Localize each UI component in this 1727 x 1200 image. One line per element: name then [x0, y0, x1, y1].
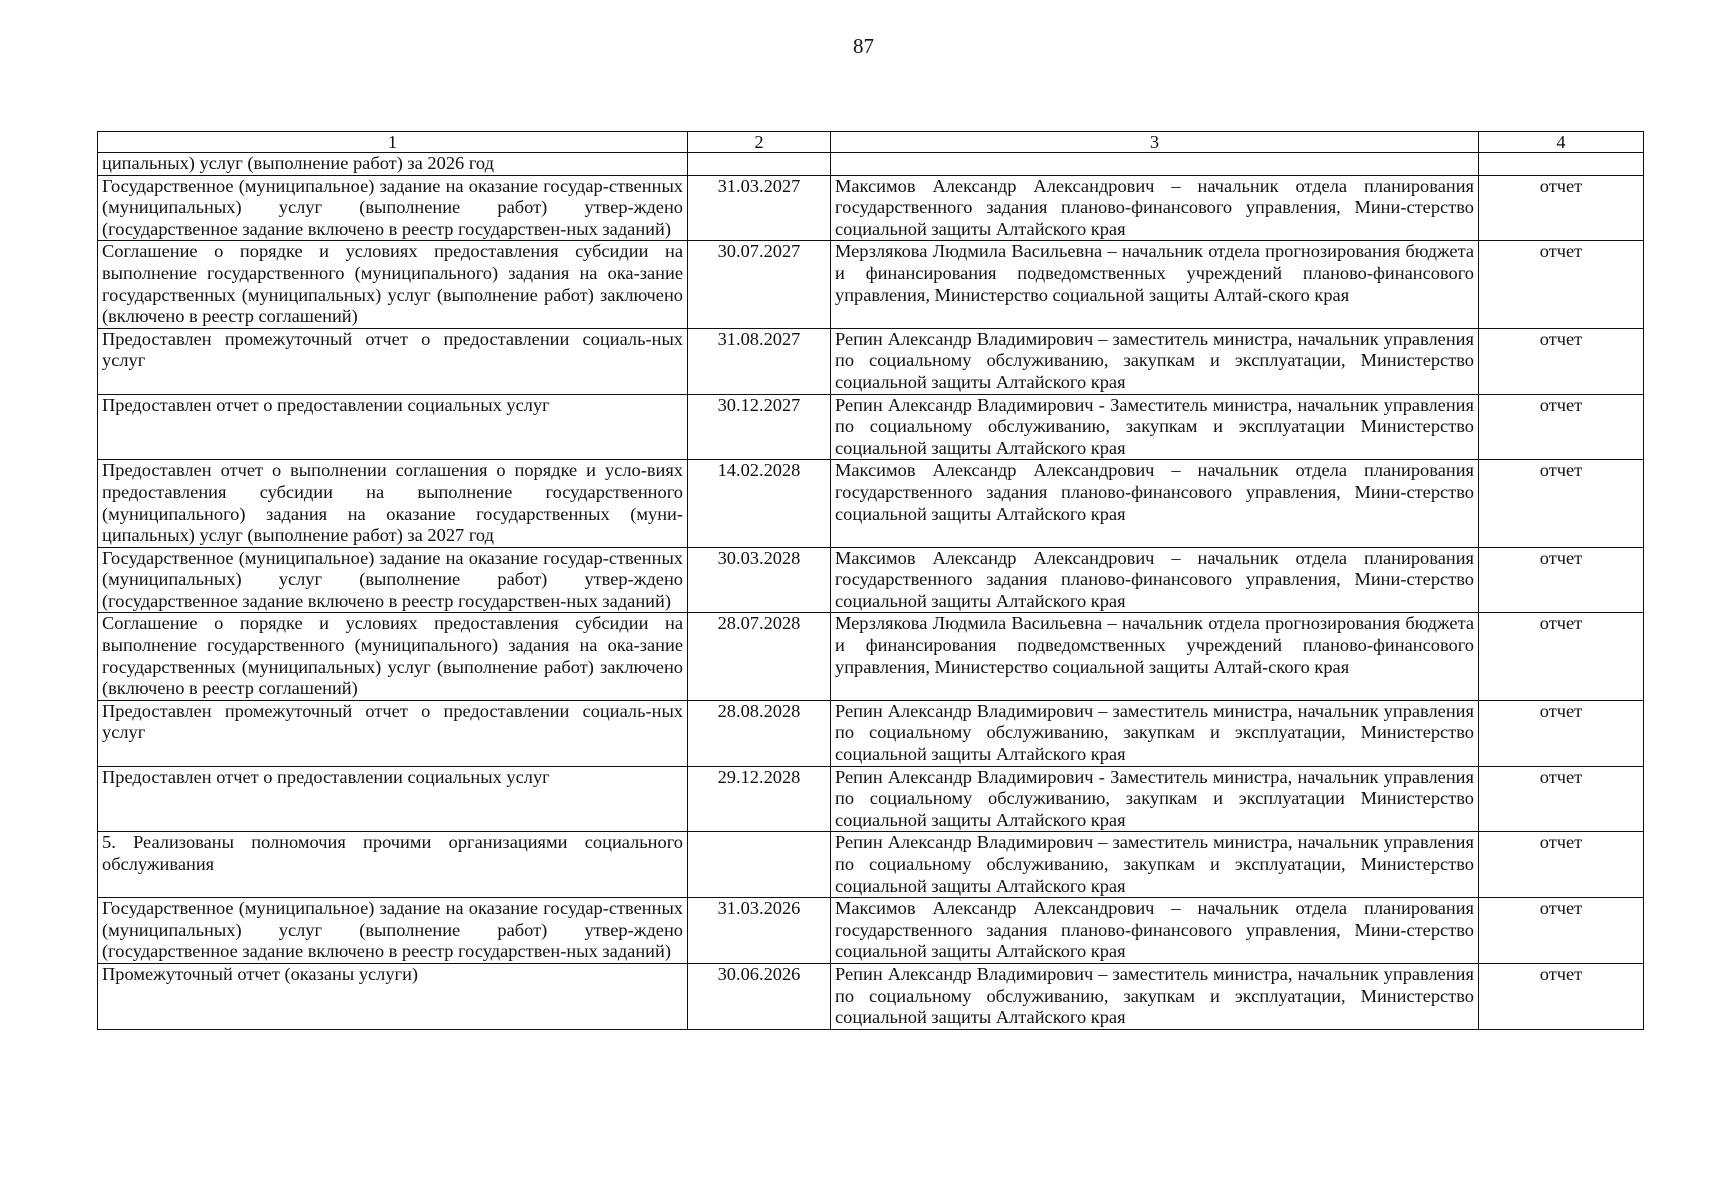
table-row: [98, 613, 1644, 700]
responsible-cell: Максимов Александр Александрович – начальник отдела планирования государственного задания планово-финансового управления, Мини-стерство социальной защиты Алтайского края: [831, 460, 1479, 547]
responsible-cell: Мерзлякова Людмила Васильевна – начальник отдела прогнозирования бюджета и финансирования подведомственных учреждений планово-финансового управления, Министерство социальной защиты Алтай-ского края: [831, 241, 1479, 328]
event-cell: 5. Реализованы полномочия прочими организациями социального обслуживания: [98, 832, 688, 898]
document-cell: отчет: [1479, 832, 1644, 898]
responsible-cell: Репин Александр Владимирович - Заместитель министра, начальник управления по социальному обслуживанию, закупкам и эксплуатации Министерство социальной защиты Алтайского края: [831, 394, 1479, 460]
responsible-cell: Репин Александр Владимирович – заместитель министра, начальник управления по социальному обслуживанию, закупкам и эксплуатации, Министерство социальной защиты Алтайского края: [831, 328, 1479, 394]
event-cell: Предоставлен промежуточный отчет о предоставлении социаль-ных услуг: [98, 700, 688, 766]
event-cell: ципальных) услуг (выполнение работ) за 2026 год: [98, 153, 688, 176]
table-row: [98, 394, 1644, 460]
responsible-cell: Мерзлякова Людмила Васильевна – начальник отдела прогнозирования бюджета и финансирования подведомственных учреждений планово-финансового управления, Министерство социальной защиты Алтай-ского края: [831, 613, 1479, 700]
date-cell: 30.06.2026: [688, 963, 831, 1029]
date-cell: 28.08.2028: [688, 700, 831, 766]
table-body: [98, 153, 1644, 1030]
event-cell: Предоставлен отчет о выполнении соглашения о порядке и усло-виях предоставления субсидии на выполнение государственного (муниципального) задания на оказание государственных (муни-ципальных) услуг (выполнение работ) за 2027 год: [98, 460, 688, 547]
document-cell: отчет: [1479, 547, 1644, 613]
responsible-cell: Максимов Александр Александрович – начальник отдела планирования государственного задания планово-финансового управления, Мини-стерство социальной защиты Алтайского края: [831, 547, 1479, 613]
event-cell: Соглашение о порядке и условиях предоставления субсидии на выполнение государственного (муниципального) задания на ока-зание государственных (муниципальных) услуг (выполнение работ) заключено (включено в реестр соглашений): [98, 613, 688, 700]
column-header-3: 3: [831, 132, 1479, 153]
document-cell: отчет: [1479, 766, 1644, 832]
date-cell: 30.07.2027: [688, 241, 831, 328]
document-cell: отчет: [1479, 241, 1644, 328]
event-cell: Промежуточный отчет (оказаны услуги): [98, 963, 688, 1029]
table-row: [98, 963, 1644, 1029]
table-row: [98, 898, 1644, 964]
document-cell: отчет: [1479, 175, 1644, 241]
table-row: [98, 460, 1644, 547]
responsible-cell: Репин Александр Владимирович – заместитель министра, начальник управления по социальному обслуживанию, закупкам и эксплуатации, Министерство социальной защиты Алтайского края: [831, 963, 1479, 1029]
responsible-cell: [831, 153, 1479, 176]
column-header-4: 4: [1479, 132, 1644, 153]
date-cell: [688, 153, 831, 176]
document-cell: отчет: [1479, 898, 1644, 964]
responsible-cell: Максимов Александр Александрович – начальник отдела планирования государственного задания планово-финансового управления, Мини-стерство социальной защиты Алтайского края: [831, 175, 1479, 241]
date-cell: 31.03.2027: [688, 175, 831, 241]
table-row: [98, 766, 1644, 832]
date-cell: 31.03.2026: [688, 898, 831, 964]
table-row: [98, 328, 1644, 394]
date-cell: [688, 832, 831, 898]
event-cell: Государственное (муниципальное) задание на оказание государ-ственных (муниципальных) услуг (выполнение работ) утвер-ждено (государственное задание включено в реестр государствен-ных заданий): [98, 547, 688, 613]
page-number: 87: [853, 34, 874, 58]
column-header-1: 1: [98, 132, 688, 153]
document-cell: отчет: [1479, 963, 1644, 1029]
event-cell: Государственное (муниципальное) задание на оказание государ-ственных (муниципальных) услуг (выполнение работ) утвер-ждено (государственное задание включено в реестр государствен-ных заданий): [98, 898, 688, 964]
table-row: [98, 241, 1644, 328]
date-cell: 30.03.2028: [688, 547, 831, 613]
document-cell: отчет: [1479, 328, 1644, 394]
date-cell: 30.12.2027: [688, 394, 831, 460]
plan-table: [97, 131, 1644, 1030]
document-cell: отчет: [1479, 700, 1644, 766]
table-header: [98, 132, 1644, 153]
document-cell: отчет: [1479, 394, 1644, 460]
event-cell: Предоставлен промежуточный отчет о предоставлении социаль-ных услуг: [98, 328, 688, 394]
event-cell: Соглашение о порядке и условиях предоставления субсидии на выполнение государственного (муниципального) задания на ока-зание государственных (муниципальных) услуг (выполнение работ) заключено (включено в реестр соглашений): [98, 241, 688, 328]
date-cell: 14.02.2028: [688, 460, 831, 547]
table-row: [98, 547, 1644, 613]
document-cell: [1479, 153, 1644, 176]
table-row: [98, 832, 1644, 898]
responsible-cell: Максимов Александр Александрович – начальник отдела планирования государственного задания планово-финансового управления, Мини-стерство социальной защиты Алтайского края: [831, 898, 1479, 964]
document-cell: отчет: [1479, 613, 1644, 700]
responsible-cell: Репин Александр Владимирович - Заместитель министра, начальник управления по социальному обслуживанию, закупкам и эксплуатации Министерство социальной защиты Алтайского края: [831, 766, 1479, 832]
event-cell: Предоставлен отчет о предоставлении социальных услуг: [98, 766, 688, 832]
event-cell: Предоставлен отчет о предоставлении социальных услуг: [98, 394, 688, 460]
header-row: [98, 132, 1644, 153]
event-cell: Государственное (муниципальное) задание на оказание государ-ственных (муниципальных) услуг (выполнение работ) утвер-ждено (государственное задание включено в реестр государствен-ных заданий): [98, 175, 688, 241]
date-cell: 29.12.2028: [688, 766, 831, 832]
table-row: [98, 153, 1644, 176]
table-row: [98, 175, 1644, 241]
document-cell: отчет: [1479, 460, 1644, 547]
table-row: [98, 700, 1644, 766]
date-cell: 28.07.2028: [688, 613, 831, 700]
column-header-2: 2: [688, 132, 831, 153]
date-cell: 31.08.2027: [688, 328, 831, 394]
responsible-cell: Репин Александр Владимирович – заместитель министра, начальник управления по социальному обслуживанию, закупкам и эксплуатации, Министерство социальной защиты Алтайского края: [831, 700, 1479, 766]
responsible-cell: Репин Александр Владимирович – заместитель министра, начальник управления по социальному обслуживанию, закупкам и эксплуатации, Министерство социальной защиты Алтайского края: [831, 832, 1479, 898]
